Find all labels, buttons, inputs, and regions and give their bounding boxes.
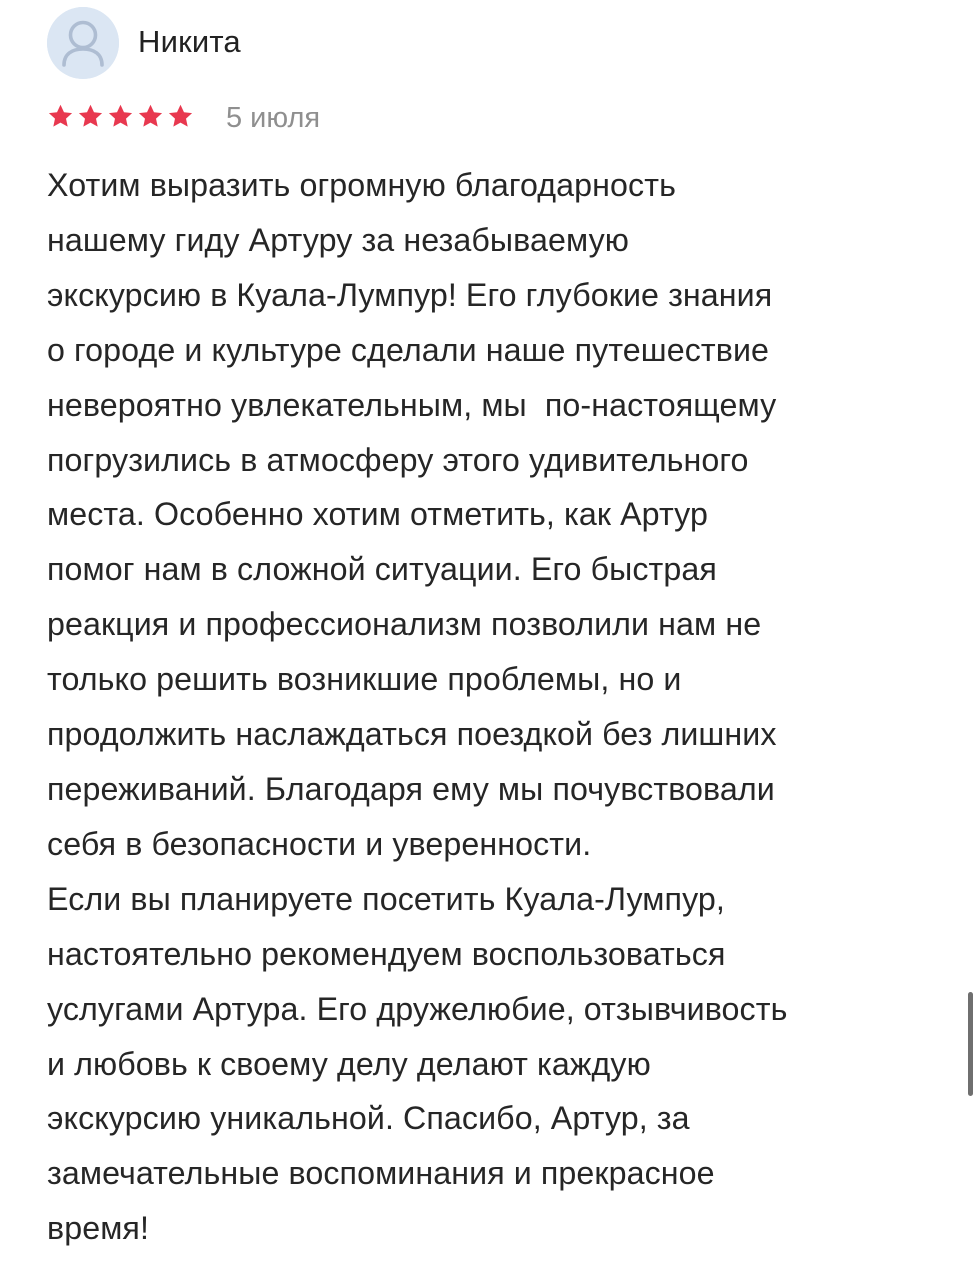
star-icon [107,103,134,130]
star-rating [47,101,194,131]
review-text: Хотим выразить огромную благодарность нашему гиду Артуру за незабываемую экскурсию в Куала-Лумпур! Его глубокие знания о городе и культуре сделали наше путешествие невероятно увлекательным, мы по-настоящему погрузились в атмосферу этого удивительного места. Особенно хотим отметить, как Артур помог нам в сложной ситуации. Его быстрая реакция и профессионализм позволили нам не только решить возникшие проблемы, но и продолжить наслаждаться поездкой без лишних переживаний. Благодаря ему мы почувствовали себя в безопасности и уверенности. Если вы планируете посетить Куала-Лумпур, настоятельно рекомендуем воспользоваться услугами Артура. Его дружелюбие, отзывчивость и любовь к своему делу делают каждую экскурсию уникальной. Спасибо, Артур, за замечательные воспоминания и прекрасное время! [47,167,788,1247]
user-silhouette-icon [47,7,119,79]
star-icon [137,103,164,130]
star-icon [77,103,104,130]
review-date: 5 июля [226,102,321,134]
user-avatar-icon[interactable] [47,7,119,79]
star-icon [47,103,74,130]
author-name[interactable]: Никита [138,24,241,59]
scrollbar-thumb[interactable] [968,992,973,1096]
star-icon [167,103,194,130]
